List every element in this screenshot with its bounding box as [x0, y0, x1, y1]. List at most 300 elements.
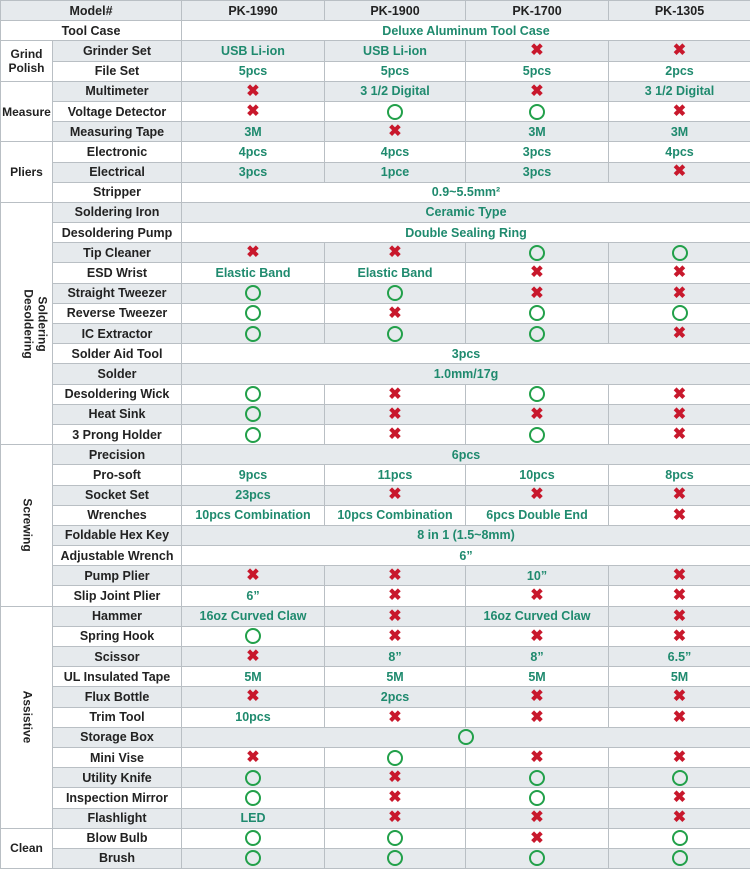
- not-included-cross-icon: ✖: [672, 748, 687, 766]
- spec-cell-pk-1900: [325, 263, 466, 283]
- table-row: [1, 243, 750, 263]
- table-row: [1, 303, 750, 323]
- item-label: Solder: [53, 364, 182, 384]
- spec-cell-pk-1305: [609, 788, 750, 808]
- table-row: [1, 283, 750, 303]
- included-circle-icon: [387, 285, 403, 301]
- not-included-cross-icon: ✖: [672, 506, 687, 524]
- spec-cell-pk-1990: [182, 424, 325, 444]
- spec-cell-pk-1900: [325, 647, 466, 667]
- table-row: [1, 566, 750, 586]
- included-circle-icon: [245, 386, 261, 402]
- item-label: Tool Case: [1, 21, 182, 41]
- not-included-cross-icon: ✖: [530, 829, 544, 847]
- item-label: Hammer: [53, 606, 182, 626]
- spec-cell-pk-1700: [466, 768, 609, 788]
- not-included-cross-icon: ✖: [672, 425, 687, 443]
- category-assistive: [1, 606, 53, 828]
- spec-cell-pk-1990: [182, 61, 325, 81]
- table-row: [1, 707, 750, 727]
- not-included-cross-icon: ✖: [388, 587, 402, 605]
- spec-value: 4pcs: [380, 144, 410, 159]
- table-row: [1, 465, 750, 485]
- not-included-cross-icon: ✖: [246, 647, 260, 665]
- spec-value: 11pcs: [377, 467, 413, 482]
- table-row: [1, 122, 750, 142]
- not-included-cross-icon: ✖: [530, 284, 544, 302]
- not-included-cross-icon: ✖: [388, 789, 402, 807]
- spec-cell-pk-1990: [182, 626, 325, 646]
- spec-cell-pk-1900: [325, 324, 466, 344]
- item-label: Scissor: [53, 647, 182, 667]
- table-row: [1, 788, 750, 808]
- spec-cell-pk-1900: [325, 788, 466, 808]
- spec-cell-pk-1305: [609, 384, 750, 404]
- not-included-cross-icon: ✖: [672, 809, 687, 827]
- table-row: [1, 808, 750, 828]
- spec-cell-pk-1305: [609, 828, 750, 848]
- spec-cell-pk-1700: [466, 485, 609, 505]
- spec-cell-pk-1900: [325, 485, 466, 505]
- not-included-cross-icon: ✖: [388, 425, 402, 443]
- spec-value: 3M: [670, 124, 689, 139]
- spec-cell-pk-1900: [325, 81, 466, 101]
- item-label: Adjustable Wrench: [53, 546, 182, 566]
- shared-spec-cell: [182, 21, 750, 41]
- included-circle-icon: [672, 305, 688, 321]
- item-label: Grinder Set: [53, 41, 182, 61]
- item-label: Electronic: [53, 142, 182, 162]
- spec-value: 5M: [670, 669, 689, 684]
- spec-cell-pk-1305: [609, 324, 750, 344]
- table-row: [1, 586, 750, 606]
- spec-cell-pk-1990: [182, 465, 325, 485]
- shared-spec-cell: [182, 525, 750, 545]
- included-circle-icon: [245, 326, 261, 342]
- included-circle-icon: [529, 790, 545, 806]
- not-included-cross-icon: ✖: [530, 627, 544, 645]
- not-included-cross-icon: ✖: [530, 748, 544, 766]
- spec-value: 1.0mm/17g: [433, 366, 499, 381]
- spec-value: 10”: [526, 568, 548, 583]
- spec-cell-pk-1990: [182, 788, 325, 808]
- spec-cell-pk-1900: [325, 142, 466, 162]
- model-header: PK-1305: [609, 1, 750, 21]
- comparison-table-body: [1, 1, 750, 869]
- included-circle-icon: [245, 427, 261, 443]
- item-label: Slip Joint Plier: [53, 586, 182, 606]
- item-label: ESD Wrist: [53, 263, 182, 283]
- spec-cell-pk-1990: [182, 283, 325, 303]
- spec-cell-pk-1990: [182, 324, 325, 344]
- spec-cell-pk-1700: [466, 687, 609, 707]
- not-included-cross-icon: ✖: [388, 405, 402, 423]
- not-included-cross-icon: ✖: [672, 627, 687, 645]
- not-included-cross-icon: ✖: [672, 708, 687, 726]
- spec-value: 6pcs: [451, 447, 481, 462]
- spec-cell-pk-1305: [609, 626, 750, 646]
- spec-cell-pk-1900: [325, 61, 466, 81]
- not-included-cross-icon: ✖: [530, 688, 544, 706]
- shared-spec-cell: [182, 727, 750, 747]
- not-included-cross-icon: ✖: [672, 385, 687, 403]
- spec-cell-pk-1700: [466, 808, 609, 828]
- spec-value: 6.5”: [667, 649, 692, 664]
- table-row: [1, 768, 750, 788]
- not-included-cross-icon: ✖: [530, 708, 544, 726]
- item-label: 3 Prong Holder: [53, 424, 182, 444]
- spec-cell-pk-1305: [609, 303, 750, 323]
- spec-value: USB Li-ion: [363, 43, 427, 58]
- item-label: IC Extractor: [53, 324, 182, 344]
- spec-cell-pk-1990: [182, 687, 325, 707]
- spec-cell-pk-1900: [325, 404, 466, 424]
- not-included-cross-icon: ✖: [672, 405, 687, 423]
- spec-cell-pk-1990: [182, 606, 325, 626]
- spec-cell-pk-1990: [182, 848, 325, 868]
- item-label: Brush: [53, 848, 182, 868]
- spec-cell-pk-1990: [182, 122, 325, 142]
- shared-spec-cell: [182, 364, 750, 384]
- spec-value: 3M: [528, 124, 546, 139]
- spec-cell-pk-1990: [182, 243, 325, 263]
- included-circle-icon: [245, 285, 261, 301]
- included-circle-icon: [387, 850, 403, 866]
- spec-cell-pk-1700: [466, 848, 609, 868]
- not-included-cross-icon: ✖: [246, 688, 260, 706]
- spec-cell-pk-1900: [325, 41, 466, 61]
- spec-cell-pk-1900: [325, 122, 466, 142]
- spec-cell-pk-1700: [466, 606, 609, 626]
- item-label: Reverse Tweezer: [53, 303, 182, 323]
- spec-cell-pk-1700: [466, 243, 609, 263]
- not-included-cross-icon: ✖: [530, 486, 544, 504]
- spec-value: 10pcs: [519, 467, 555, 482]
- not-included-cross-icon: ✖: [672, 324, 687, 342]
- item-label: Measuring Tape: [53, 122, 182, 142]
- spec-cell-pk-1700: [466, 81, 609, 101]
- spec-cell-pk-1700: [466, 465, 609, 485]
- table-row: [1, 81, 750, 101]
- not-included-cross-icon: ✖: [388, 486, 402, 504]
- not-included-cross-icon: ✖: [672, 102, 687, 120]
- spec-cell-pk-1700: [466, 61, 609, 81]
- item-label: Pump Plier: [53, 566, 182, 586]
- spec-cell-pk-1900: [325, 586, 466, 606]
- table-row: [1, 41, 750, 61]
- spec-value: 3M: [244, 124, 262, 139]
- spec-value: 4pcs: [665, 144, 694, 159]
- shared-spec-cell: [182, 445, 750, 465]
- spec-value: 5M: [386, 669, 404, 684]
- spec-value: 8”: [530, 649, 544, 664]
- spec-value: Double Sealing Ring: [405, 225, 527, 240]
- table-row: [1, 485, 750, 505]
- spec-cell-pk-1990: [182, 566, 325, 586]
- item-label: Soldering Iron: [53, 202, 182, 222]
- spec-cell-pk-1305: [609, 485, 750, 505]
- spec-cell-pk-1700: [466, 707, 609, 727]
- spec-cell-pk-1900: [325, 848, 466, 868]
- not-included-cross-icon: ✖: [672, 264, 687, 282]
- spec-cell-pk-1305: [609, 848, 750, 868]
- spec-cell-pk-1990: [182, 667, 325, 687]
- included-circle-icon: [529, 850, 545, 866]
- spec-cell-pk-1305: [609, 586, 750, 606]
- spec-value: 8pcs: [665, 467, 694, 482]
- spec-cell-pk-1700: [466, 324, 609, 344]
- table-row: [1, 61, 750, 81]
- table-row: [1, 202, 750, 222]
- spec-value: 10pcs Combination: [337, 508, 453, 523]
- spec-cell-pk-1990: [182, 505, 325, 525]
- item-label: Utility Knife: [53, 768, 182, 788]
- spec-cell-pk-1990: [182, 263, 325, 283]
- table-row: [1, 828, 750, 848]
- model-header: PK-1990: [182, 1, 325, 21]
- item-label: Trim Tool: [53, 707, 182, 727]
- table-row: [1, 101, 750, 121]
- spec-cell-pk-1990: [182, 707, 325, 727]
- spec-cell-pk-1990: [182, 647, 325, 667]
- spec-value: 16oz Curved Claw: [483, 609, 591, 624]
- table-row: [1, 747, 750, 767]
- included-circle-icon: [387, 104, 403, 120]
- spec-value: 9pcs: [238, 467, 268, 482]
- not-included-cross-icon: ✖: [530, 264, 544, 282]
- spec-cell-pk-1305: [609, 122, 750, 142]
- spec-cell-pk-1305: [609, 505, 750, 525]
- included-circle-icon: [529, 305, 545, 321]
- table-row: [1, 263, 750, 283]
- spec-cell-pk-1305: [609, 647, 750, 667]
- table-row: [1, 142, 750, 162]
- spec-value: 6pcs Double End: [486, 508, 588, 523]
- spec-cell-pk-1700: [466, 828, 609, 848]
- not-included-cross-icon: ✖: [388, 385, 402, 403]
- spec-cell-pk-1990: [182, 586, 325, 606]
- spec-cell-pk-1990: [182, 101, 325, 121]
- spec-cell-pk-1700: [466, 404, 609, 424]
- item-label: Desoldering Wick: [53, 384, 182, 404]
- spec-cell-pk-1990: [182, 404, 325, 424]
- shared-spec-cell: [182, 546, 750, 566]
- included-circle-icon: [245, 770, 261, 786]
- spec-cell-pk-1305: [609, 606, 750, 626]
- not-included-cross-icon: ✖: [246, 567, 260, 585]
- included-circle-icon: [387, 830, 403, 846]
- spec-cell-pk-1700: [466, 788, 609, 808]
- table-row: [1, 384, 750, 404]
- not-included-cross-icon: ✖: [672, 688, 687, 706]
- not-included-cross-icon: ✖: [388, 627, 402, 645]
- spec-cell-pk-1900: [325, 667, 466, 687]
- spec-value: 5M: [528, 669, 546, 684]
- included-circle-icon: [672, 830, 688, 846]
- category-grind-polish: Grind Polish: [1, 41, 53, 81]
- spec-cell-pk-1305: [609, 424, 750, 444]
- item-label: Storage Box: [53, 727, 182, 747]
- spec-cell-pk-1305: [609, 707, 750, 727]
- item-label: Blow Bulb: [53, 828, 182, 848]
- spec-cell-pk-1305: [609, 808, 750, 828]
- table-row: [1, 21, 750, 41]
- table-row: [1, 162, 750, 182]
- included-circle-icon: [458, 729, 474, 745]
- item-label: Solder Aid Tool: [53, 344, 182, 364]
- table-row: [1, 546, 750, 566]
- not-included-cross-icon: ✖: [388, 567, 402, 585]
- item-label: Voltage Detector: [53, 101, 182, 121]
- category-label: Screwing: [20, 498, 35, 553]
- included-circle-icon: [529, 770, 545, 786]
- spec-value: 2pcs: [665, 64, 694, 79]
- item-label: Flashlight: [53, 808, 182, 828]
- item-label: Foldable Hex Key: [53, 525, 182, 545]
- spec-cell-pk-1900: [325, 465, 466, 485]
- spec-value: 10pcs: [235, 710, 271, 725]
- table-row: [1, 848, 750, 868]
- spec-value: 3pcs: [238, 165, 268, 180]
- item-label: File Set: [53, 61, 182, 81]
- spec-cell-pk-1990: [182, 162, 325, 182]
- spec-cell-pk-1900: [325, 566, 466, 586]
- spec-cell-pk-1305: [609, 687, 750, 707]
- not-included-cross-icon: ✖: [388, 708, 402, 726]
- spec-value: 6”: [246, 589, 260, 604]
- item-label: Wrenches: [53, 505, 182, 525]
- spec-cell-pk-1305: [609, 243, 750, 263]
- spec-cell-pk-1900: [325, 243, 466, 263]
- table-row: [1, 445, 750, 465]
- spec-cell-pk-1900: [325, 768, 466, 788]
- table-row: [1, 505, 750, 525]
- spec-cell-pk-1700: [466, 263, 609, 283]
- table-row: [1, 606, 750, 626]
- spec-cell-pk-1305: [609, 81, 750, 101]
- not-included-cross-icon: ✖: [530, 82, 544, 100]
- spec-cell-pk-1990: [182, 41, 325, 61]
- spec-cell-pk-1700: [466, 101, 609, 121]
- spec-cell-pk-1900: [325, 687, 466, 707]
- not-included-cross-icon: ✖: [672, 284, 687, 302]
- category-soldering-desoldering: [1, 202, 53, 444]
- shared-spec-cell: [182, 202, 750, 222]
- spec-cell-pk-1900: [325, 505, 466, 525]
- spec-cell-pk-1700: [466, 647, 609, 667]
- spec-value: 0.9~5.5mm²: [431, 185, 501, 200]
- spec-value: 4pcs: [238, 144, 268, 159]
- spec-cell-pk-1700: [466, 747, 609, 767]
- spec-cell-pk-1990: [182, 303, 325, 323]
- included-circle-icon: [672, 770, 688, 786]
- included-circle-icon: [529, 326, 545, 342]
- included-circle-icon: [245, 628, 261, 644]
- item-label: Mini Vise: [53, 747, 182, 767]
- item-label: Desoldering Pump: [53, 223, 182, 243]
- table-row: [1, 223, 750, 243]
- spec-cell-pk-1305: [609, 142, 750, 162]
- included-circle-icon: [529, 245, 545, 261]
- spec-value: 1pce: [380, 165, 410, 180]
- spec-cell-pk-1700: [466, 283, 609, 303]
- item-label: Precision: [53, 445, 182, 465]
- spec-cell-pk-1900: [325, 101, 466, 121]
- spec-cell-pk-1990: [182, 485, 325, 505]
- shared-spec-cell: [182, 223, 750, 243]
- not-included-cross-icon: ✖: [672, 486, 687, 504]
- item-label: Inspection Mirror: [53, 788, 182, 808]
- not-included-cross-icon: ✖: [672, 789, 687, 807]
- spec-cell-pk-1900: [325, 707, 466, 727]
- not-included-cross-icon: ✖: [388, 304, 402, 322]
- spec-value: 5pcs: [380, 64, 410, 79]
- table-row: [1, 324, 750, 344]
- spec-value: 3pcs: [522, 144, 552, 159]
- spec-value: USB Li-ion: [221, 43, 285, 58]
- item-label: Tip Cleaner: [53, 243, 182, 263]
- spec-value: 8”: [388, 649, 402, 664]
- spec-cell-pk-1700: [466, 384, 609, 404]
- spec-cell-pk-1305: [609, 61, 750, 81]
- included-circle-icon: [529, 427, 545, 443]
- not-included-cross-icon: ✖: [530, 587, 544, 605]
- spec-cell-pk-1700: [466, 566, 609, 586]
- not-included-cross-icon: ✖: [388, 607, 402, 625]
- spec-value: 3pcs: [451, 346, 481, 361]
- table-row: [1, 687, 750, 707]
- not-included-cross-icon: ✖: [388, 769, 402, 787]
- spec-cell-pk-1305: [609, 404, 750, 424]
- category-label: Soldering Desoldering: [21, 288, 50, 359]
- spec-cell-pk-1900: [325, 606, 466, 626]
- spec-cell-pk-1900: [325, 424, 466, 444]
- item-label: Flux Bottle: [53, 687, 182, 707]
- shared-spec-cell: [182, 344, 750, 364]
- not-included-cross-icon: ✖: [246, 748, 260, 766]
- category-measure: Measure: [1, 81, 53, 142]
- included-circle-icon: [529, 386, 545, 402]
- included-circle-icon: [245, 406, 261, 422]
- not-included-cross-icon: ✖: [388, 809, 402, 827]
- included-circle-icon: [387, 326, 403, 342]
- table-row: [1, 364, 750, 384]
- header-row: [1, 1, 750, 21]
- spec-cell-pk-1900: [325, 626, 466, 646]
- spec-cell-pk-1700: [466, 505, 609, 525]
- not-included-cross-icon: ✖: [672, 163, 687, 181]
- item-label: Spring Hook: [53, 626, 182, 646]
- item-label: Electrical: [53, 162, 182, 182]
- table-row: [1, 626, 750, 646]
- model-label: Model#: [1, 1, 182, 21]
- item-label: Pro-soft: [53, 465, 182, 485]
- not-included-cross-icon: ✖: [672, 567, 687, 585]
- not-included-cross-icon: ✖: [246, 244, 260, 262]
- not-included-cross-icon: ✖: [530, 405, 544, 423]
- item-label: Heat Sink: [53, 404, 182, 424]
- spec-cell-pk-1990: [182, 828, 325, 848]
- spec-value: 23pcs: [235, 488, 271, 503]
- item-label: Straight Tweezer: [53, 283, 182, 303]
- table-row: [1, 182, 750, 202]
- spec-value: 3 1/2 Digital: [644, 84, 715, 99]
- spec-value: 8 in 1 (1.5~8mm): [417, 528, 515, 543]
- spec-cell-pk-1700: [466, 142, 609, 162]
- model-header: PK-1900: [325, 1, 466, 21]
- spec-cell-pk-1900: [325, 828, 466, 848]
- spec-cell-pk-1700: [466, 586, 609, 606]
